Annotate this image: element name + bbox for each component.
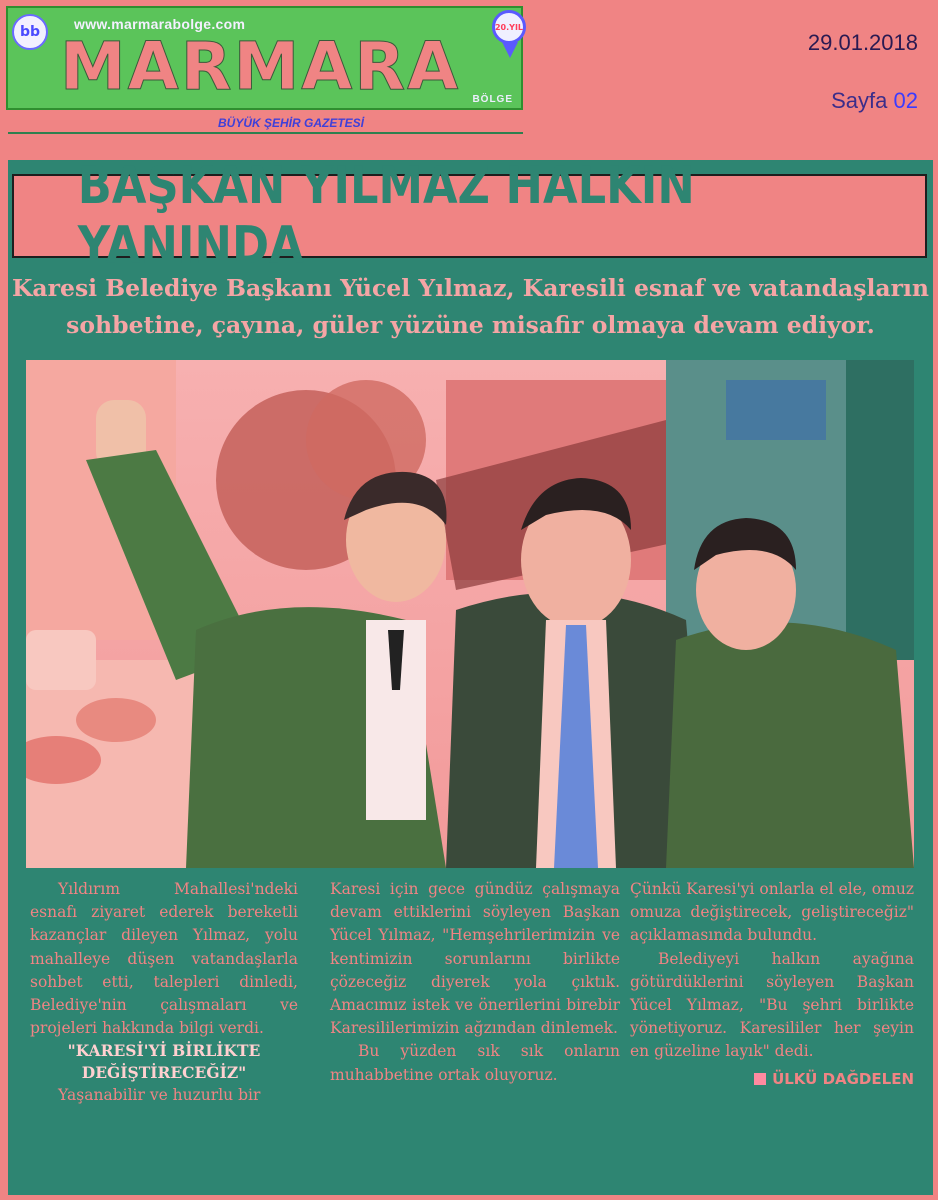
masthead <box>6 6 523 110</box>
selfie-photo-illustration <box>26 360 914 868</box>
spot-line-1: Karesi Belediye Başkanı Yücel Yılmaz, Karesili esnaf ve vatandaşların <box>11 274 930 302</box>
anniversary-badge-icon: 20.YIL <box>492 10 526 44</box>
page-label: Sayfa <box>831 88 888 113</box>
right-person-jacket <box>666 622 914 868</box>
headline: BAŞKAN YILMAZ HALKIN YANINDA <box>77 156 695 276</box>
masthead-tagline: BÜYÜK ŞEHİR GAZETESİ <box>218 116 365 130</box>
paragraph: Çünkü Karesi'yi onlarla el ele, omuz omuza değiştirecek, geliştireceğiz" açıklamasında bulundu. <box>630 880 914 945</box>
page-indicator <box>831 88 918 114</box>
masthead-divider <box>8 132 523 134</box>
page-number: 02 <box>893 88 918 113</box>
byline <box>630 1068 914 1091</box>
newspaper-name: MARMARA <box>60 28 461 105</box>
paragraph: Karesi için gece gündüz çalışmaya devam ettiklerini söyleyen Başkan Yücel Yılmaz, "Hemşehrilerimizin ve kentimizin sorunlarını birlikte çözeceğiz diyerek yola çıktık. Amacımız istek ve önerilerini birebir Karesililerimizin ağzından dinlemek. <box>330 880 620 1038</box>
paragraph: Belediyeyi halkın ayağına götürdüklerini söyleyen Başkan Yücel Yılmaz, "Bu şehri birlikte yönetiyoruz. Karesililer her şeyin en güzeline layık" dedi. <box>630 949 914 1061</box>
spot-text <box>8 270 933 344</box>
article-photo <box>26 360 914 868</box>
article <box>8 156 933 1195</box>
paragraph: Yaşanabilir ve huzurlu bir <box>58 1086 261 1105</box>
spot-line-2: sohbetine, çayına, güler yüzüne misafir olmaya devam ediyor. <box>66 311 875 339</box>
newspaper-subname: BÖLGE <box>472 94 513 105</box>
paragraph: Yıldırım Mahallesi'ndeki esnafı ziyaret ederek bereketli kazançlar dileyen Yılmaz, yolu mahalleye düşen vatandaşlarla sohbet etti, talepleri dinledi, Belediye'nin çalışmaları ve projeleri hakkında bilgi verdi. <box>30 880 298 1038</box>
newspaper-logo-icon: bb <box>12 14 48 50</box>
subheading-line-2: DEĞİŞTİRECEĞİZ" <box>81 1063 247 1083</box>
text-column-2 <box>330 878 620 1087</box>
text-column-3 <box>630 878 914 1091</box>
headline-box <box>12 156 927 276</box>
subheading <box>30 1040 298 1084</box>
paragraph: Bu yüzden sık sık onların muhabbetine ortak oluyoruz. <box>330 1042 620 1084</box>
badge-ribbon-icon <box>502 42 518 58</box>
issue-date: 29.01.2018 <box>807 30 918 55</box>
text-column-1 <box>30 878 298 1108</box>
subheading-line-1: "KARESİ'Yİ BİRLİKTE <box>67 1041 261 1061</box>
parked-car <box>26 630 96 690</box>
byline-author: ÜLKÜ DAĞDELEN <box>772 1069 914 1088</box>
masthead-url: www.marmarabolge.com <box>74 16 246 32</box>
byline-square-icon <box>754 1073 766 1085</box>
